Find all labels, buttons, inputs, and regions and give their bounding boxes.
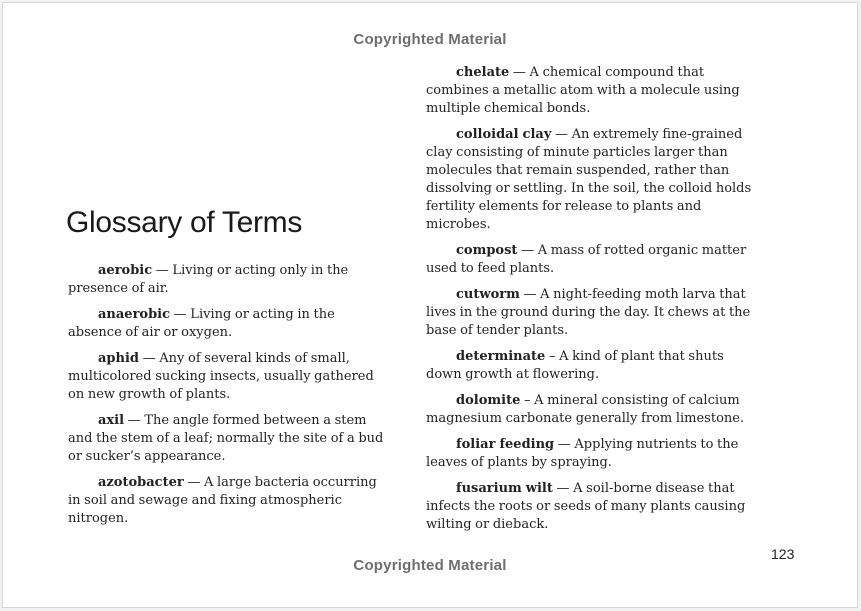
glossary-term: aerobic <box>98 263 153 278</box>
glossary-definition: — A mass of rotted organic matter used to feed plants. <box>426 243 747 276</box>
glossary-entry <box>68 412 390 466</box>
glossary-term: axil <box>98 413 125 428</box>
glossary-term: foliar feeding <box>456 437 555 452</box>
page-number: 123 <box>771 546 795 562</box>
glossary-term: compost <box>456 243 518 258</box>
glossary-term: dolomite <box>456 393 521 408</box>
glossary-term: cutworm <box>456 287 520 302</box>
glossary-entry <box>426 286 756 340</box>
glossary-term: fusarium wilt <box>456 481 553 496</box>
footer-copyright-notice: Copyrighted Material <box>353 557 507 574</box>
glossary-term: determinate <box>456 349 546 364</box>
glossary-term: aphid <box>98 351 139 366</box>
glossary-term: colloidal clay <box>456 127 552 142</box>
glossary-entry <box>426 436 756 472</box>
glossary-entry <box>426 480 756 534</box>
page-title: Glossary of Terms <box>66 206 303 239</box>
glossary-term: azotobacter <box>98 475 184 490</box>
glossary-entry <box>426 126 756 234</box>
glossary-entry <box>426 64 756 118</box>
glossary-definition: — A chemical compound that combines a metallic atom with a molecule using multiple chemical bonds. <box>426 65 740 116</box>
header-copyright-notice: Copyrighted Material <box>353 31 507 48</box>
book-page <box>2 2 858 608</box>
glossary-definition: — A soil-borne disease that infects the roots or seeds of many plants causing wilting or dieback. <box>426 481 746 532</box>
glossary-entry <box>68 350 390 404</box>
glossary-term: anaerobic <box>98 307 171 322</box>
glossary-definition: — Living or acting in the absence of air or oxygen. <box>68 307 335 340</box>
glossary-definition: — Living or acting only in the presence of air. <box>68 263 349 296</box>
glossary-definition: – A kind of plant that shuts down growth at flowering. <box>426 349 724 382</box>
glossary-entry <box>426 348 756 384</box>
glossary-right-column <box>426 64 756 542</box>
glossary-entry <box>68 306 390 342</box>
glossary-term: chelate <box>456 65 510 80</box>
glossary-definition: — Applying nutrients to the leaves of plants by spraying. <box>426 437 739 470</box>
glossary-entry <box>426 242 756 278</box>
glossary-definition: — The angle formed between a stem and the stem of a leaf; normally the site of a bud or sucker’s appearance. <box>68 413 384 464</box>
glossary-definition: — Any of several kinds of small, multicolored sucking insects, usually gathered on new growth of plants. <box>68 351 374 402</box>
glossary-entry <box>68 262 390 298</box>
glossary-definition: — An extremely fine-grained clay consisting of minute particles larger than molecules that remain suspended, rather than dissolving or settling. In the soil, the colloid holds fertility elements for release to plants and microbes. <box>426 127 752 232</box>
glossary-entry <box>426 392 756 428</box>
glossary-definition: — A night-feeding moth larva that lives in the ground during the day. It chews at the base of tender plants. <box>426 287 751 338</box>
glossary-definition: – A mineral consisting of calcium magnesium carbonate generally from limestone. <box>426 393 745 426</box>
glossary-entry <box>68 474 390 528</box>
glossary-definition: — A large bacteria occurring in soil and sewage and fixing atmospheric nitrogen. <box>68 475 377 526</box>
glossary-left-column <box>68 262 390 536</box>
